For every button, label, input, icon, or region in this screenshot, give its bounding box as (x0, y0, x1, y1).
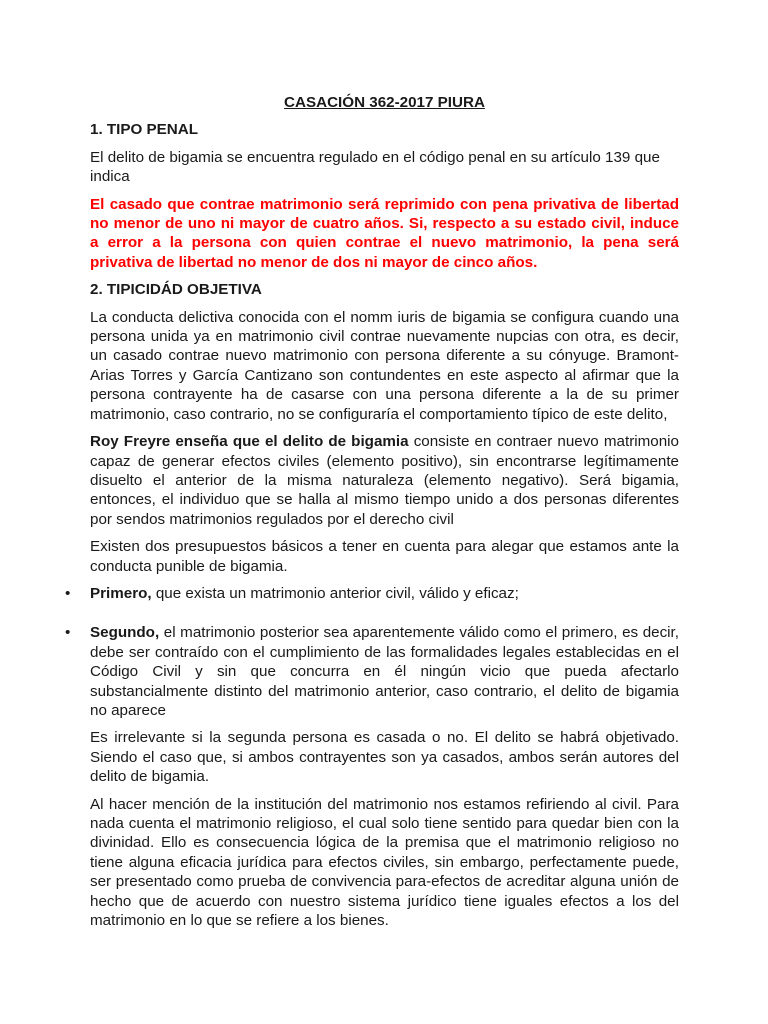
section1-intro: El delito de bigamia se encuentra regulado en el código penal en su artículo 139 que indica (90, 148, 660, 186)
document-title: CASACIÓN 362-2017 PIURA (284, 94, 485, 111)
paragraph-conducta: La conducta delictiva conocida con el nomm iuris de bigamia se configura cuando una persona unida ya en matrimonio civil contrae nuevamente nupcias con otra, es decir, un casado contrae nuevo matrimonio con persona diferente a su cónyuge. Bramont-Arias Torres y García Cantizano son contundentes en este aspecto al afirmar que la persona contrayente ha de casarse con una persona diferente a la de su primer matrimonio, caso contrario, no se configuraría el comportamiento típico de este delito, (90, 308, 679, 423)
list-item-segundo-text: el matrimonio posterior sea aparentemente válido como el primero, es decir, debe ser contraído con el cumplimiento de las formalidades legales establecidas en el Código Civil y sin que concurra en él ningún vicio que pueda afectarlo substancialmente distinto del matrimonio anterior, caso contrario, el delito de bigamia no aparece (90, 624, 679, 719)
presupuestos-list (65, 584, 679, 720)
paragraph-presupuestos: Existen dos presupuestos básicos a tener en cuenta para alegar que estamos ante la conducta punible de bigamia. (90, 538, 679, 575)
list-item-segundo (65, 623, 679, 720)
article-quote: El casado que contrae matrimonio será reprimido con pena privativa de libertad no menor de uno ni mayor de cuatro años. Si, respecto a su estado civil, induce a error a la persona con quien contrae el nuevo matrimonio, la pena será privativa de libertad no menor de dos ni mayor de cinco años. (90, 195, 679, 271)
section-heading-tipo-penal: 1. TIPO PENAL (90, 121, 199, 139)
bullet-icon: • (65, 624, 71, 642)
paragraph-roy-freyre-bold: Roy Freyre enseña que el delito de bigamia (90, 433, 409, 451)
list-item-segundo-bold: Segundo, (90, 624, 160, 642)
document-body (65, 93, 679, 938)
section-heading-tipicidad: 2. TIPICIDÁD OBJETIVA (90, 281, 262, 299)
list-item-primero-bold: Primero, (90, 584, 152, 602)
list-item-primero (65, 584, 679, 603)
list-item-primero-text: que exista un matrimonio anterior civil, válido y eficaz; (151, 584, 519, 602)
paragraph-roy-freyre-text: consiste en contraer nuevo matrimonio capaz de generar efectos civiles (elemento positivo), sin encontrarse legítimamente disuelto el anterior de la misma naturaleza (elemento negativo). Será bigamia, entonces, el individuo que se halla al mismo tiempo unido a dos personas diferentes por sendos matrimonios regulados por el derecho civil (90, 433, 679, 528)
bullet-icon: • (65, 584, 71, 602)
paragraph-roy-freyre (90, 432, 679, 529)
paragraph-irrelevante: Es irrelevante si la segunda persona es casada o no. El delito se habrá objetivado. Siendo el caso que, si ambos contrayentes son ya casados, ambos serán autores del delito de bigamia. (90, 729, 679, 786)
paragraph-matrimonio-civil: Al hacer mención de la institución del matrimonio nos estamos refiriendo al civil. Para nada cuenta el matrimonio religioso, el cual solo tiene sentido para quedar bien con la divinidad. Ello es consecuencia lógica de la premisa que el matrimonio religioso no tiene alguna eficacia jurídica para efectos civiles, sin embargo, perfectamente puede, ser presentado como prueba de convivencia para-efectos de acreditar alguna unión de hecho que de acuerdo con nuestro sistema jurídico tiene iguales efectos a los del matrimonio en lo que se refiere a los bienes. (90, 795, 679, 930)
